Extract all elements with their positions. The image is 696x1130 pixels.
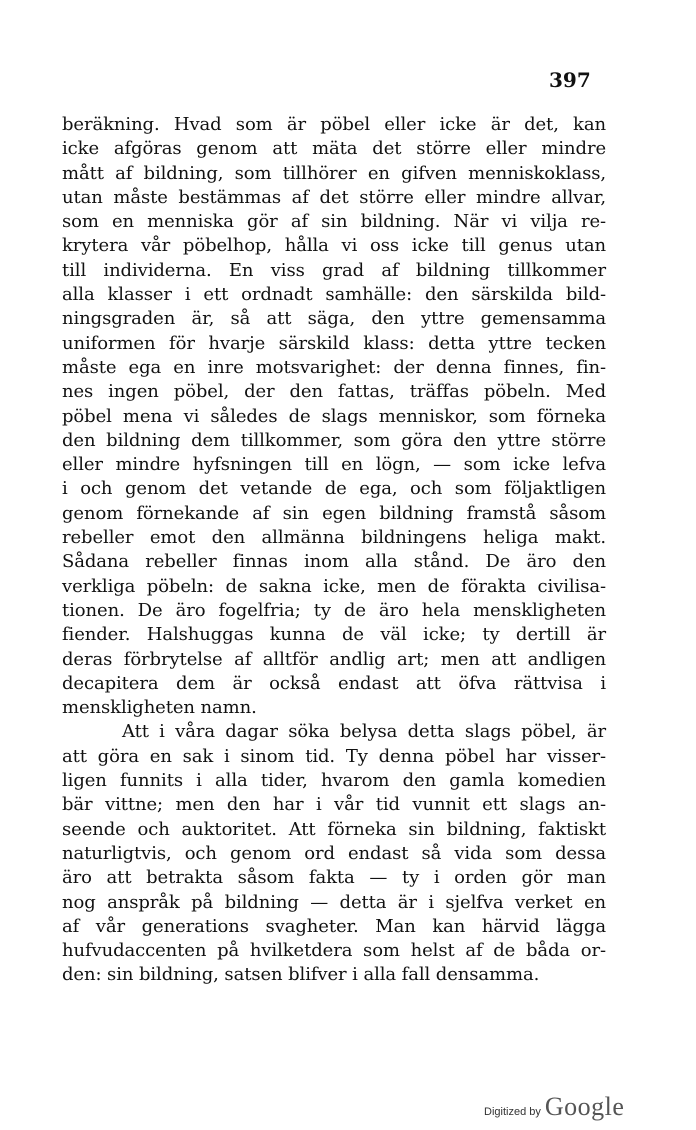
- text-line: deras förbrytelse af alltför andlig art; men att andligen: [62, 648, 606, 670]
- text-line: nes ingen pöbel, der den fattas, träffas pöbeln. Med: [62, 381, 606, 403]
- text-line: pöbel mena vi således de slags menniskor, som förneka: [62, 405, 606, 427]
- text-line: uniformen för hvarje särskild klass: detta yttre tecken: [62, 332, 606, 354]
- text-line: icke afgöras genom att mäta det större eller mindre: [62, 138, 606, 160]
- text-line: verkliga pöbeln: de sakna icke, men de förakta civilisa-: [62, 575, 606, 597]
- text-line: bär vittne; men den har i vår tid vunnit ett slags an-: [62, 794, 606, 816]
- text-line: måste ega en inre motsvarighet: der denna finnes, fin-: [62, 356, 606, 378]
- paragraph-end-line: den: sin bildning, satsen blifver i alla fall densamma.: [62, 964, 540, 986]
- text-line: rebeller emot den allmänna bildningens heliga makt.: [62, 527, 606, 549]
- body-text: [62, 113, 606, 988]
- text-line: Sådana rebeller finnas inom alla stånd. De äro den: [62, 551, 606, 573]
- text-line: af vår generations svagheter. Man kan härvid lägga: [62, 915, 606, 937]
- text-line: hufvudaccenten på hvilketdera som helst af de båda or-: [62, 940, 606, 962]
- text-line: krytera vår pöbelhop, hålla vi oss icke till genus utan: [62, 235, 606, 257]
- text-line: som en menniska gör af sin bildning. När vi vilja re-: [62, 211, 606, 233]
- text-line: seende och auktoritet. Att förneka sin bildning, faktiskt: [62, 818, 606, 840]
- paragraph-first-line: Att i våra dagar söka belysa detta slags pöbel, är: [122, 721, 606, 743]
- google-logo: Google: [544, 1092, 625, 1121]
- paragraph-end-line: menskligheten namn.: [62, 697, 257, 719]
- text-line: eller mindre hyfsningen till en lögn, — som icke lefva: [62, 454, 606, 476]
- text-line: naturligtvis, och genom ord endast så vida som dessa: [62, 842, 606, 864]
- text-line: fiender. Halshuggas kunna de väl icke; ty dertill är: [62, 624, 606, 646]
- text-line: i och genom det vetande de ega, och som följaktligen: [62, 478, 606, 500]
- text-line: utan måste bestämmas af det större eller mindre allvar,: [62, 186, 606, 208]
- text-line: den bildning dem tillkommer, som göra den yttre större: [62, 429, 606, 451]
- text-line: alla klasser i ett ordnadt samhälle: den särskilda bild-: [62, 284, 606, 306]
- text-line: genom förnekande af sin egen bildning framstå såsom: [62, 502, 606, 524]
- text-line: decapitera dem är också endast att öfva rättvisa i: [62, 672, 606, 694]
- digitized-by-google-watermark: [484, 1092, 624, 1122]
- text-line: till individerna. En viss grad af bildning tillkommer: [62, 259, 606, 281]
- text-line: beräkning. Hvad som är pöbel eller icke är det, kan: [62, 114, 606, 135]
- text-line: ningsgraden är, så att säga, den yttre gemensamma: [62, 308, 606, 330]
- text-line: att göra en sak i sinom tid. Ty denna pöbel har visser-: [62, 745, 606, 767]
- page-number: 397: [549, 68, 591, 92]
- text-line: tionen. De äro fogelfria; ty de äro hela menskligheten: [62, 599, 606, 621]
- text-line: ligen funnits i alla tider, hvarom den gamla komedien: [62, 770, 606, 792]
- text-line: äro att betrakta såsom fakta — ty i orden gör man: [62, 867, 606, 889]
- text-line: mått af bildning, som tillhörer en gifven menniskoklass,: [62, 162, 606, 184]
- digitized-by-label: Digitized by: [484, 1106, 541, 1118]
- text-line: nog anspråk på bildning — detta är i sjelfva verket en: [62, 891, 606, 913]
